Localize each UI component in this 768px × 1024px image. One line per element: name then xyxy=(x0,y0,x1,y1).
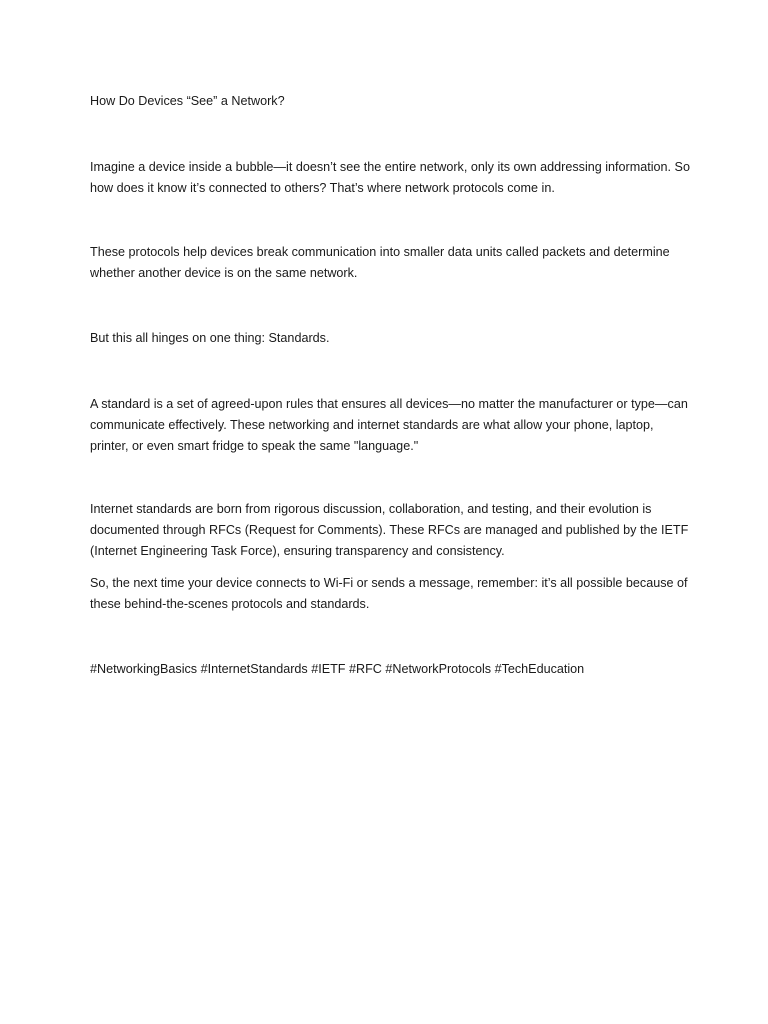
paragraph-protocols-packets: These protocols help devices break communication into smaller data units called packets and determine whether another device is on the same network. xyxy=(90,245,670,280)
paragraph-bubble-intro: Imagine a device inside a bubble—it doesn’t see the entire network, only its own addressing information. So how does it know it’s connected to others? That’s where network protocols come in. xyxy=(90,160,690,195)
hashtags-line: #NetworkingBasics #InternetStandards #IETF #RFC #NetworkProtocols #TechEducation xyxy=(90,662,585,676)
paragraph-standard-definition: A standard is a set of agreed-upon rules that ensures all devices—no matter the manufacturer or type—can communicate effectively. These networking and internet standards are what allow your phone, laptop, printer, or even smart fridge to speak the same "language." xyxy=(90,397,688,453)
paragraph-conclusion: So, the next time your device connects to Wi-Fi or sends a message, remember: it’s all possible because of these behind-the-scenes protocols and standards. xyxy=(90,576,688,611)
paragraph-rfc-ietf: Internet standards are born from rigorous discussion, collaboration, and testing, and their evolution is documented through RFCs (Request for Comments). These RFCs are managed and published by the IETF (Internet Engineering Task Force), ensuring transparency and consistency. xyxy=(90,502,689,558)
document-title: How Do Devices “See” a Network? xyxy=(90,94,285,108)
paragraph-standards-hinge: But this all hinges on one thing: Standards. xyxy=(90,331,330,345)
